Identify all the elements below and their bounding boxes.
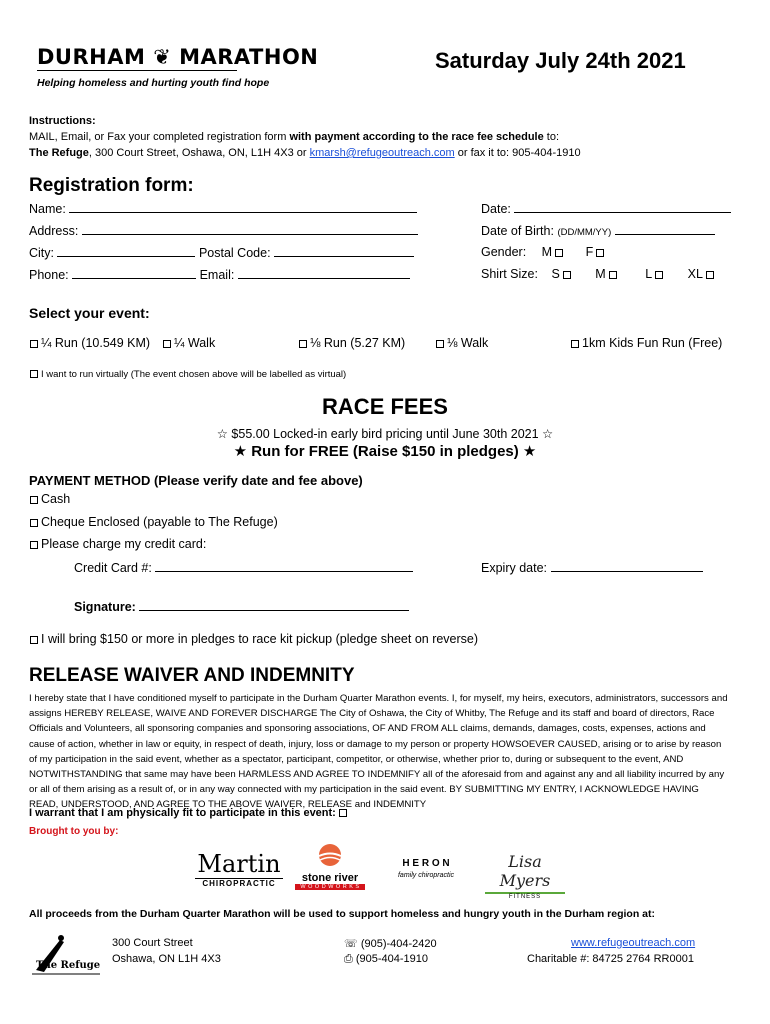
date-label: Date: [481,202,511,216]
pledge-checkbox[interactable] [30,636,38,644]
lisa-myers-text: Lisa Myers [499,852,551,890]
heron-logo-text: H E R O N [402,858,450,869]
warrant-label: I warrant that I am physically fit to participate in this event: [29,807,336,819]
event-run-quarter[interactable] [27,336,150,350]
walk-quarter-checkbox[interactable] [163,340,171,348]
shirt-m-checkbox[interactable] [609,271,617,279]
payment-heading: PAYMENT METHOD (Please verify date and fee above) [29,473,363,488]
fax-number: or fax it to: 905-404-1910 [454,147,581,159]
early-bird-price: ☆ $55.00 Locked-in early bird pricing until June 30th 2021 ☆ [216,427,554,441]
name-label: Name: [29,202,66,216]
instructions-line1 [29,131,559,143]
logo-rule [37,70,237,71]
credit-checkbox[interactable] [30,541,38,549]
event-run-eighth[interactable] [296,336,405,350]
dob-format: (DD/MM/YY) [557,227,612,238]
instructions-emphasis: with payment according to the race fee schedule [289,131,544,143]
walk-eighth-checkbox[interactable] [436,340,444,348]
shirt-s-label: S [551,267,560,281]
sponsor-lisa-myers [485,852,565,900]
gender-label: Gender: [481,245,527,259]
fax-icon: ⎙ [344,953,356,965]
shirt-xl-checkbox[interactable] [706,271,714,279]
pledge-label: I will bring $150 or more in pledges to race kit pickup (pledge sheet on reverse) [41,632,479,646]
stone-river-sub: W O O D W O R K S [295,884,365,890]
footer-fax: (905-404-1910 [355,953,429,965]
events-heading: Select your event: [29,305,150,321]
shirt-label: Shirt Size: [481,267,538,281]
city-field[interactable] [57,245,195,257]
expiry-row [481,560,703,575]
lisa-myers-sub: FITNESS [485,892,565,900]
phone-row [29,267,410,282]
martin-logo-sub: CHIROPRACTIC [195,878,283,888]
shirt-xl-label: XL [687,267,703,281]
address-field[interactable] [82,223,418,235]
city-row [29,245,414,260]
org-name: The Refuge [29,147,89,159]
waiver-text: I hereby state that I have conditioned myself to participate in the Durham Quarter Marathon events. I, for myself, my heirs, executors, administrators, successors and assigns HEREBY RELEASE, WAIVE AND FOREVER DISCHARGE The City of Oshawa, the City of Whitby, The Refuge and its staff and board of directors, Race Officials and Volunteers, all sponsoring companies and sponsoring associations, OF AND FROM ALL claims, demands, damages, costs, expenses, actions and cause of action, whether in law or equity, in respect of death, injury, loss or damage to my person or property HOWSOEVER CAUSED, arising or to arise by reason of my participation in the said event, whether as a spectator, participant, competitor, or otherwise, whether prior to, during or subsequent to the event, AND NOTWITHSTANDING that same may have been HARMLESS AND AGREE TO INDEMNIFY all of the aforesaid from and against any and all liability incurred by any or all of them arising as a result of, or in any way connected with my participation in the said event. BY SUBMITTING MY ENTRY, I ACKNOWLEDGE HAVING READ, UNDERSTOOD, AND AGREE TO THE ABOVE WAIVER, RELEASE and INDEMNITY [29,693,728,811]
event-date: Saturday July 24th 2021 [435,48,686,73]
kids-run-checkbox[interactable] [571,340,579,348]
footer-street: 300 Court Street [112,937,193,949]
walk-quarter-label: ¼ Walk [174,336,216,350]
shirt-m-label: M [595,267,606,281]
dob-field[interactable] [615,223,715,235]
kids-run-label: 1km Kids Fun Run (Free) [582,336,723,350]
signature-row [74,599,409,614]
gender-m-checkbox[interactable] [555,249,563,257]
email-field[interactable] [238,267,410,279]
signature-field[interactable] [139,599,409,611]
free-run-note: ★ Run for FREE (Raise $150 in pledges) ★ [233,443,537,460]
stone-river-icon [315,843,345,867]
cc-number-field[interactable] [155,560,413,572]
phone-field[interactable] [72,267,196,279]
cheque-checkbox[interactable] [30,519,38,527]
pledge-option[interactable] [27,632,478,646]
virtual-option[interactable] [27,369,346,380]
refuge-logo-text: The Refuge [36,960,101,971]
name-field[interactable] [69,201,417,213]
durham-marathon-logo: DURHAM ❦ MARATHON [37,45,319,69]
payment-cheque[interactable] [27,515,278,529]
footer-phone-row [344,937,437,950]
run-eighth-checkbox[interactable] [299,340,307,348]
gender-f-checkbox[interactable] [596,249,604,257]
postal-field[interactable] [274,245,414,257]
martin-logo-text: Martin [197,850,281,878]
logo-tagline: Helping homeless and hurting youth find hope [37,77,270,89]
credit-label: Please charge my credit card: [41,537,207,551]
dob-row [481,223,715,238]
instructions-to: to: [543,131,560,143]
waiver-heading: RELEASE WAIVER AND INDEMNITY [29,665,355,686]
proceeds-note: All proceeds from the Durham Quarter Marathon will be used to support homeless and hungry youth in the Durham region at: [29,908,655,920]
date-row [481,201,731,216]
city-label: City: [29,246,54,260]
postal-label: Postal Code: [198,246,271,260]
address-row [29,223,418,238]
date-field[interactable] [514,201,731,213]
gender-f-label: F [585,245,594,259]
cc-number-label: Credit Card #: [74,561,152,575]
email-link[interactable]: kmarsh@refugeoutreach.com [309,147,455,159]
footer-city: Oshawa, ON L1H 4X3 [112,953,221,965]
walk-eighth-label: ⅛ Walk [447,336,489,350]
address-label: Address: [29,224,79,238]
warrant-row [29,807,350,819]
expiry-label: Expiry date: [481,561,548,575]
shirt-s-checkbox[interactable] [563,271,571,279]
dob-label: Date of Birth: [481,224,554,238]
cash-checkbox[interactable] [30,496,38,504]
warrant-checkbox[interactable] [339,809,347,817]
heron-logo-sub: family chiropractic [397,872,454,879]
instructions-text: MAIL, Email, or Fax your completed registration form [29,131,290,143]
cc-number-row [74,560,413,575]
name-row [29,201,417,216]
event-walk-eighth[interactable] [433,336,488,350]
run-quarter-label: ¼ Run (10.549 KM) [41,336,151,350]
shirt-l-checkbox[interactable] [655,271,663,279]
email-label: Email: [199,268,235,282]
run-eighth-label: ⅛ Run (5.27 KM) [310,336,406,350]
website-link[interactable]: www.refugeoutreach.com [571,937,696,949]
sponsor-stone-river [295,843,365,890]
stone-river-text: stone river [301,872,359,884]
virtual-checkbox[interactable] [30,370,38,378]
phone-icon: ☏ [344,938,361,950]
brought-by: Brought to you by: [29,826,119,837]
sponsor-heron [378,858,474,879]
footer-fax-row [344,953,428,966]
expiry-field[interactable] [551,560,703,572]
shirt-l-label: L [645,267,653,281]
shirt-row [481,267,717,281]
cheque-label: Cheque Enclosed (payable to The Refuge) [41,515,278,529]
event-kids-run[interactable] [568,336,722,350]
virtual-label: I want to run virtually (The event chosen above will be labelled as virtual) [41,369,347,380]
org-address: , 300 Court Street, Oshawa, ON, L1H 4X3 or [88,147,310,159]
race-fees-heading: RACE FEES [322,394,448,419]
cash-label: Cash [41,492,71,506]
sponsor-martin [195,852,283,888]
payment-cash[interactable] [27,492,70,506]
signature-label: Signature: [74,600,136,614]
phone-label: Phone: [29,268,69,282]
footer-phone: (905)-404-2420 [360,938,437,950]
instructions-heading: Instructions: [29,115,96,127]
payment-credit[interactable] [27,537,206,551]
gender-row [481,245,607,259]
refuge-logo [30,932,102,978]
instructions-line2 [29,147,581,159]
gender-m-label: M [541,245,553,259]
event-walk-quarter[interactable] [160,336,215,350]
charitable-number: Charitable #: 84725 2764 RR0001 [527,953,694,965]
refuge-figure-icon [30,932,102,978]
run-quarter-checkbox[interactable] [30,340,38,348]
registration-heading: Registration form: [29,175,194,196]
